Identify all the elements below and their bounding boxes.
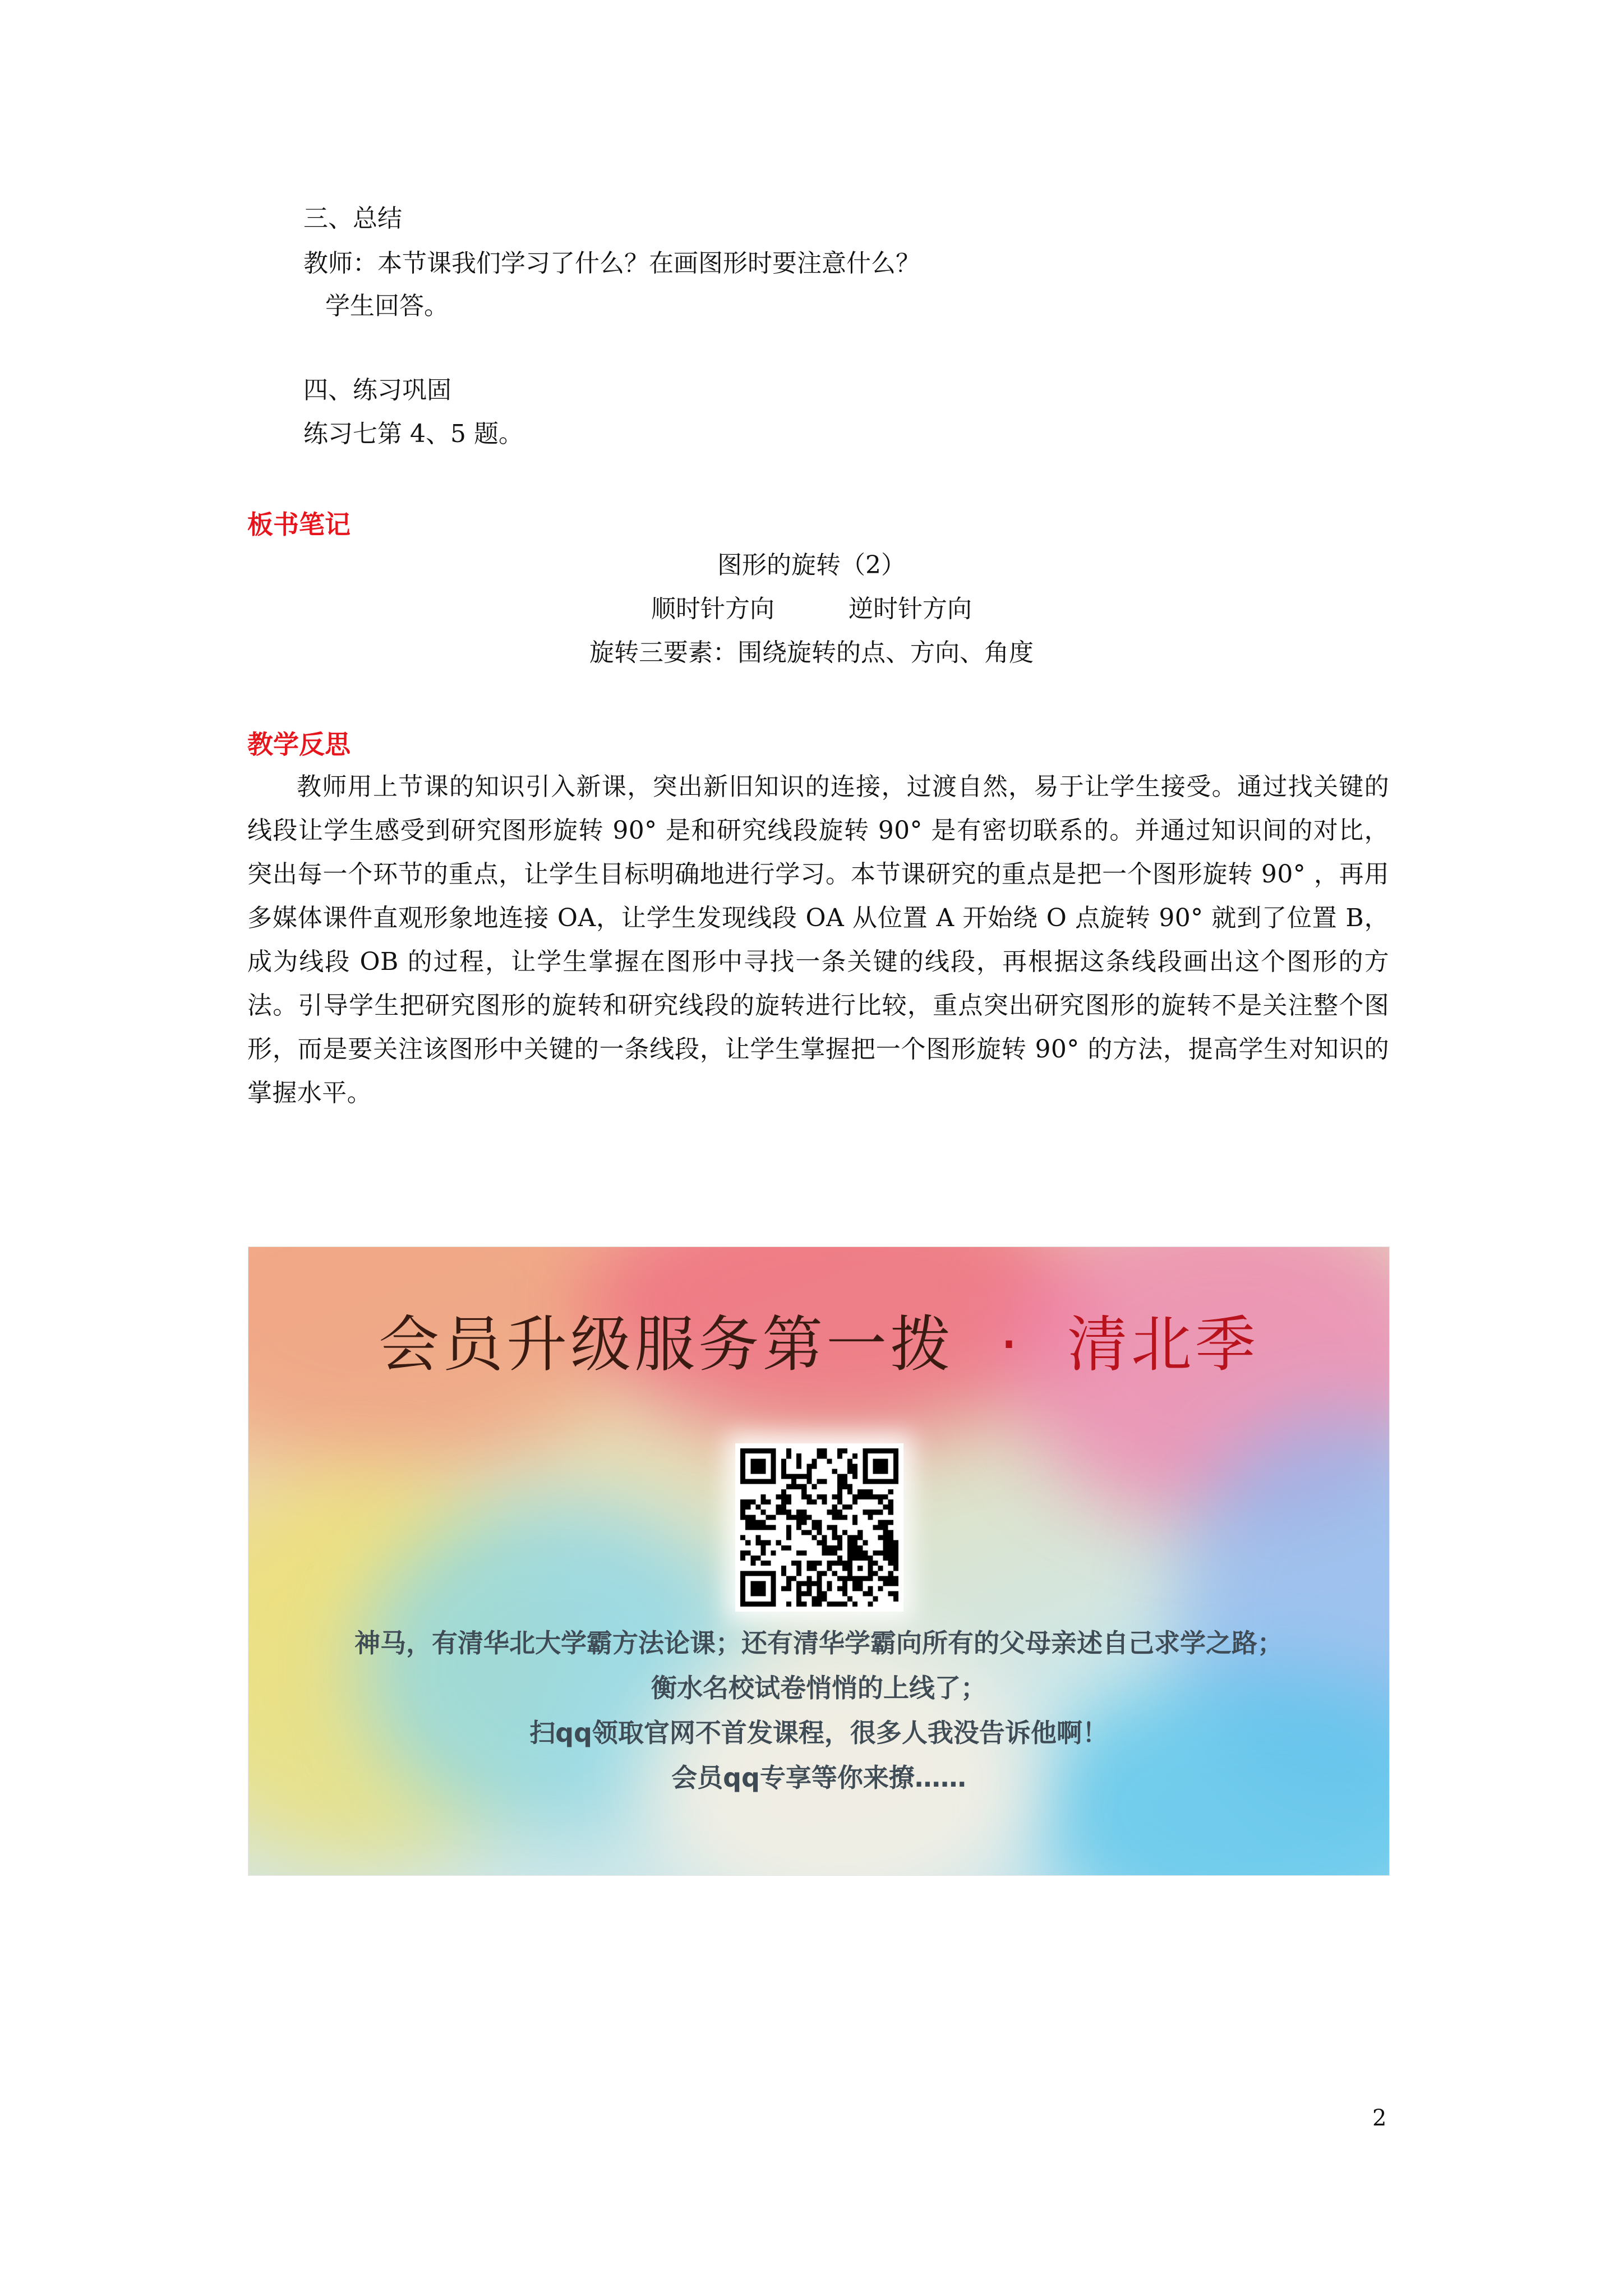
banner-line4: 会员qq专享等你来撩…… (671, 1763, 966, 1793)
page-number: 2 (1372, 2105, 1387, 2131)
section4-line1: 练习七第 4、5 题。 (303, 420, 523, 448)
board-notes-heading: 板书笔记 (247, 509, 351, 540)
qr-code-icon[interactable] (735, 1443, 903, 1612)
section4-heading: 四、练习巩固 (303, 376, 451, 404)
section3-heading: 三、总结 (303, 204, 402, 233)
promo-banner (248, 1246, 1390, 1876)
board-notes-title: 图形的旋转（2） (717, 551, 906, 579)
board-notes-directions: 顺时针方向 逆时针方向 (651, 595, 972, 623)
banner-title-part1: 会员升级服务第一拨 (379, 1310, 955, 1380)
banner-title-part2: 清北季 (1067, 1310, 1259, 1380)
banner-line1: 神马，有清华北大学霸方法论课；还有清华学霸向所有的父母亲述自己求学之路； (354, 1628, 1283, 1658)
banner-title-dot: · (999, 1310, 1022, 1380)
reflection-heading: 教学反思 (247, 729, 351, 760)
banner-line3: 扫qq领取官网不首发课程，很多人我没告诉他啊！ (529, 1718, 1108, 1748)
reflection-paragraph: 教师用上节课的知识引入新课，突出新旧知识的连接，过渡自然，易于让学生接受。通过找关键的线段让学生感受到研究图形旋转 90° 是和研究线段旋转 90° 是有密切联系的。并通过知识间的对比，突出每一个环节的重点，让学生目标明确地进行学习。本节课研究的重点是把一个图形旋转 90° ，再用多媒体课件直观形象地连接 OA，让学生发现线段 OA 从位置 A 开始绕 O 点旋转 90° 就到了位置 B，成为线段 OB 的过程，让学生掌握在图形中寻找一条关键的线段，再根据这条线段画出这个图形的方法。引导学生把研究图形的旋转和研究线段的旋转进行比较，重点突出研究图形的旋转不是关注整个图形，而是要关注该图形中关键的一条线段，让学生掌握把一个图形旋转 90° 的方法，提高学生对知识的掌握水平。 (247, 772, 1389, 1107)
section3-line2: 学生回答。 (325, 292, 449, 320)
section3-line1: 教师：本节课我们学习了什么？在画图形时要注意什么？ (303, 249, 920, 278)
board-notes-elements: 旋转三要素：围绕旋转的点、方向、角度 (589, 638, 1034, 667)
banner-line2: 衡水名校试卷悄悄的上线了； (651, 1673, 986, 1703)
banner-title (248, 1309, 1389, 1382)
